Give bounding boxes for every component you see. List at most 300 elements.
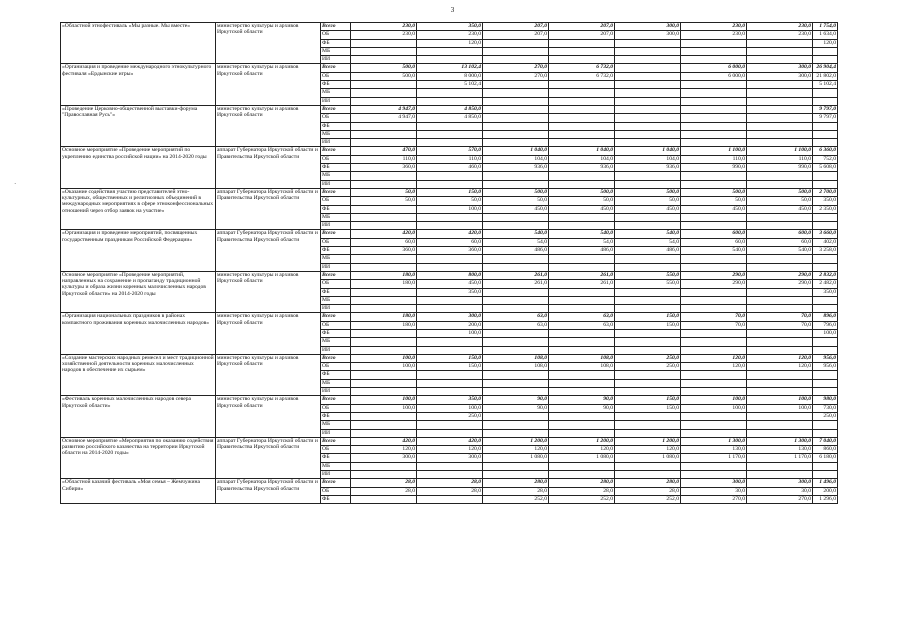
funding-source: ИИ xyxy=(321,180,351,188)
table-row xyxy=(61,479,838,487)
amount-year xyxy=(483,329,549,337)
amount-total xyxy=(813,305,838,313)
funding-source: ОБ xyxy=(321,197,351,205)
funding-source: ОБ xyxy=(321,280,351,288)
amount-year xyxy=(351,338,417,346)
amount-total: 6 180,0 xyxy=(813,454,838,462)
amount-year xyxy=(747,288,813,296)
amount-year: 230,0 xyxy=(351,23,417,31)
amount-year xyxy=(483,47,549,55)
amount-year: 230,0 xyxy=(417,31,483,39)
amount-year: 120,0 xyxy=(747,363,813,371)
amount-year xyxy=(351,222,417,230)
amount-year: 28,0 xyxy=(417,487,483,495)
amount-year xyxy=(351,462,417,470)
amount-year xyxy=(549,172,615,180)
amount-year: 300,0 xyxy=(417,313,483,321)
amount-year: 270,0 xyxy=(483,64,549,72)
table-row xyxy=(61,354,838,362)
amount-year xyxy=(681,471,747,479)
funding-source: МБ xyxy=(321,462,351,470)
amount-year xyxy=(483,172,549,180)
amount-year xyxy=(483,97,549,105)
amount-year xyxy=(747,114,813,122)
amount-year xyxy=(483,471,549,479)
amount-year: 420,0 xyxy=(351,230,417,238)
amount-total: 350,0 xyxy=(813,197,838,205)
funding-source: ИИ xyxy=(321,471,351,479)
executor: министерство культуры и архивов Иркутской области xyxy=(216,354,321,395)
amount-year: 50,0 xyxy=(747,197,813,205)
funding-source: ИИ xyxy=(321,56,351,64)
amount-year xyxy=(351,429,417,437)
amount-total xyxy=(813,56,838,64)
amount-total: 21 802,0 xyxy=(813,72,838,80)
amount-year xyxy=(417,255,483,263)
funding-source: МБ xyxy=(321,172,351,180)
amount-year: 150,0 xyxy=(615,404,681,412)
amount-total xyxy=(813,222,838,230)
amount-total: 956,0 xyxy=(813,363,838,371)
amount-year xyxy=(351,47,417,55)
amount-year: 280,0 xyxy=(483,479,549,487)
amount-total xyxy=(813,89,838,97)
amount-year xyxy=(417,180,483,188)
amount-year xyxy=(351,421,417,429)
amount-year: 1 300,0 xyxy=(747,437,813,445)
amount-year: 990,0 xyxy=(681,164,747,172)
table-row xyxy=(61,64,838,72)
amount-year: 63,0 xyxy=(483,321,549,329)
amount-year: 28,0 xyxy=(351,479,417,487)
budget-table xyxy=(60,22,838,504)
amount-year: 30,0 xyxy=(747,487,813,495)
amount-year: 104,0 xyxy=(549,155,615,163)
executor: аппарат Губернатора Иркутской области и Правительства Иркутской области xyxy=(216,188,321,229)
amount-year xyxy=(615,421,681,429)
table-row xyxy=(61,313,838,321)
amount-year: 360,0 xyxy=(351,247,417,255)
amount-year: 60,0 xyxy=(351,238,417,246)
amount-total xyxy=(813,296,838,304)
amount-year xyxy=(681,81,747,89)
margin-mark: · xyxy=(14,180,17,188)
amount-year: 1 200,0 xyxy=(549,437,615,445)
funding-source: Всего xyxy=(321,271,351,279)
amount-year: 1 170,0 xyxy=(681,454,747,462)
funding-source: ИИ xyxy=(321,388,351,396)
amount-year xyxy=(351,263,417,271)
amount-year: 280,0 xyxy=(615,479,681,487)
amount-year: 500,0 xyxy=(549,188,615,196)
amount-year: 100,0 xyxy=(351,363,417,371)
executor: аппарат Губернатора Иркутской области и Правительства Иркутской области xyxy=(216,479,321,504)
amount-year: 100,0 xyxy=(417,205,483,213)
funding-source: ФБ xyxy=(321,39,351,47)
amount-year: 28,0 xyxy=(417,479,483,487)
amount-year: 207,0 xyxy=(549,31,615,39)
amount-year: 110,0 xyxy=(417,155,483,163)
amount-year: 5 102,4 xyxy=(417,81,483,89)
amount-year xyxy=(351,305,417,313)
amount-year xyxy=(747,305,813,313)
amount-total: 1 754,0 xyxy=(813,23,838,31)
amount-total xyxy=(813,263,838,271)
amount-year: 500,0 xyxy=(483,188,549,196)
amount-year xyxy=(681,296,747,304)
amount-year xyxy=(747,139,813,147)
amount-total: 100,0 xyxy=(813,329,838,337)
amount-year: 180,0 xyxy=(351,271,417,279)
amount-year xyxy=(483,222,549,230)
funding-source: Всего xyxy=(321,105,351,113)
amount-year xyxy=(549,462,615,470)
amount-year xyxy=(615,64,681,72)
amount-year xyxy=(549,89,615,97)
measure-name: Основное мероприятие «Проведение мероприятий по укреплению единства российской нации» на 2014-2020 годы xyxy=(61,147,216,188)
amount-year xyxy=(615,346,681,354)
amount-year xyxy=(417,462,483,470)
amount-year: 90,0 xyxy=(483,404,549,412)
amount-total: 1 634,0 xyxy=(813,31,838,39)
amount-year: 150,0 xyxy=(615,313,681,321)
amount-year: 600,0 xyxy=(747,230,813,238)
amount-year xyxy=(351,471,417,479)
amount-year: 500,0 xyxy=(351,72,417,80)
amount-year xyxy=(483,122,549,130)
amount-total xyxy=(813,122,838,130)
table-row xyxy=(61,23,838,31)
amount-year: 250,0 xyxy=(417,412,483,420)
amount-year xyxy=(351,205,417,213)
amount-year: 63,0 xyxy=(483,313,549,321)
amount-year xyxy=(351,39,417,47)
table-row xyxy=(61,147,838,155)
amount-year xyxy=(417,97,483,105)
amount-year: 300,0 xyxy=(615,31,681,39)
amount-year xyxy=(747,213,813,221)
amount-year xyxy=(417,296,483,304)
amount-year: 230,0 xyxy=(747,23,813,31)
amount-year xyxy=(615,139,681,147)
amount-year: 1 170,0 xyxy=(747,454,813,462)
amount-year: 600,0 xyxy=(681,230,747,238)
amount-total: 2 482,0 xyxy=(813,280,838,288)
amount-total xyxy=(813,47,838,55)
amount-year: 120,0 xyxy=(417,39,483,47)
amount-year: 110,0 xyxy=(351,155,417,163)
amount-year xyxy=(351,288,417,296)
amount-year xyxy=(417,130,483,138)
amount-year xyxy=(615,288,681,296)
amount-year xyxy=(681,105,747,113)
measure-name: «Проведение Церковно-общественной выставки-форума "Православная Русь"» xyxy=(61,105,216,146)
amount-total: 3 660,0 xyxy=(813,230,838,238)
amount-year: 470,0 xyxy=(351,147,417,155)
table-row xyxy=(61,105,838,113)
amount-year: 100,0 xyxy=(747,396,813,404)
amount-total: 980,0 xyxy=(813,396,838,404)
amount-total: 250,0 xyxy=(813,412,838,420)
amount-year: 4 947,0 xyxy=(351,114,417,122)
funding-source: Всего xyxy=(321,479,351,487)
amount-year: 8 000,0 xyxy=(417,72,483,80)
funding-source: МБ xyxy=(321,255,351,263)
amount-total: 2 350,0 xyxy=(813,205,838,213)
amount-year: 540,0 xyxy=(615,230,681,238)
amount-year xyxy=(351,89,417,97)
funding-source: ОБ xyxy=(321,72,351,80)
amount-year: 6 732,0 xyxy=(549,72,615,80)
amount-year: 540,0 xyxy=(681,247,747,255)
funding-source: ОБ xyxy=(321,321,351,329)
amount-year: 108,0 xyxy=(483,354,549,362)
funding-source: ОБ xyxy=(321,487,351,495)
amount-year: 150,0 xyxy=(615,396,681,404)
amount-year xyxy=(747,39,813,47)
amount-year xyxy=(747,388,813,396)
measure-name: «Создание мастерских народных ремесел и мест традиционной хозяйственной деятельности коренных малочисленных народов в обеспечение их сырьем» xyxy=(61,354,216,395)
amount-year: 550,0 xyxy=(615,280,681,288)
amount-year: 100,0 xyxy=(681,396,747,404)
amount-year: 1 080,0 xyxy=(483,454,549,462)
funding-source: МБ xyxy=(321,379,351,387)
amount-year: 570,0 xyxy=(417,147,483,155)
amount-year xyxy=(351,213,417,221)
funding-source: Всего xyxy=(321,147,351,155)
amount-year xyxy=(549,180,615,188)
amount-year: 150,0 xyxy=(417,188,483,196)
amount-year: 60,0 xyxy=(417,238,483,246)
amount-year: 110,0 xyxy=(747,155,813,163)
amount-year: 290,0 xyxy=(681,280,747,288)
amount-year xyxy=(747,296,813,304)
amount-year xyxy=(549,130,615,138)
amount-year xyxy=(681,172,747,180)
amount-year xyxy=(681,305,747,313)
amount-year: 300,0 xyxy=(681,479,747,487)
amount-year xyxy=(549,371,615,379)
amount-year: 130,0 xyxy=(681,446,747,454)
amount-year: 290,0 xyxy=(747,271,813,279)
measure-name: Основное мероприятие «Мероприятия по оказанию содействия развитию российского казачества на территории Иркутской области на 2014-2020 годы» xyxy=(61,437,216,478)
amount-total: 9 797,0 xyxy=(813,114,838,122)
amount-total: 120,0 xyxy=(813,39,838,47)
amount-year: 1 100,0 xyxy=(747,147,813,155)
amount-year xyxy=(615,130,681,138)
amount-year: 100,0 xyxy=(681,404,747,412)
amount-year xyxy=(351,139,417,147)
amount-year: 63,0 xyxy=(549,313,615,321)
amount-year: 130,0 xyxy=(747,446,813,454)
amount-year xyxy=(747,172,813,180)
amount-total: 9 797,0 xyxy=(813,105,838,113)
funding-source: ФБ xyxy=(321,371,351,379)
amount-year xyxy=(615,379,681,387)
amount-year xyxy=(483,105,549,113)
amount-year xyxy=(417,213,483,221)
amount-year: 450,0 xyxy=(483,205,549,213)
amount-year xyxy=(549,97,615,105)
amount-year: 100,0 xyxy=(351,396,417,404)
amount-year xyxy=(681,346,747,354)
amount-year xyxy=(681,89,747,97)
amount-year xyxy=(549,305,615,313)
amount-year: 261,0 xyxy=(483,280,549,288)
executor: министерство культуры и архивов Иркутской области xyxy=(216,23,321,64)
amount-year xyxy=(351,495,417,503)
funding-source: МБ xyxy=(321,130,351,138)
amount-year xyxy=(483,255,549,263)
amount-year: 108,0 xyxy=(549,354,615,362)
funding-source: ФБ xyxy=(321,122,351,130)
amount-year xyxy=(681,255,747,263)
amount-year: 550,0 xyxy=(615,271,681,279)
funding-source: ФБ xyxy=(321,164,351,172)
amount-year: 108,0 xyxy=(483,363,549,371)
amount-year: 230,0 xyxy=(351,31,417,39)
amount-year: 50,0 xyxy=(681,197,747,205)
amount-year: 252,0 xyxy=(615,495,681,503)
amount-year xyxy=(747,47,813,55)
amount-year: 28,0 xyxy=(549,487,615,495)
executor: аппарат Губернатора Иркутской области и Правительства Иркутской области xyxy=(216,437,321,478)
amount-year xyxy=(615,263,681,271)
amount-year: 486,0 xyxy=(549,247,615,255)
amount-year xyxy=(417,388,483,396)
funding-source: ФБ xyxy=(321,205,351,213)
amount-year: 70,0 xyxy=(747,321,813,329)
executor: аппарат Губернатора Иркутской области и Правительства Иркутской области xyxy=(216,147,321,188)
amount-year: 460,0 xyxy=(417,164,483,172)
amount-year xyxy=(747,263,813,271)
amount-total xyxy=(813,388,838,396)
amount-year: 50,0 xyxy=(351,188,417,196)
amount-year xyxy=(483,412,549,420)
amount-total xyxy=(813,97,838,105)
amount-year: 1 040,0 xyxy=(549,147,615,155)
amount-year: 420,0 xyxy=(417,437,483,445)
amount-year: 252,0 xyxy=(549,495,615,503)
funding-source: Всего xyxy=(321,188,351,196)
amount-year: 990,0 xyxy=(747,164,813,172)
table-row xyxy=(61,271,838,279)
amount-year xyxy=(351,412,417,420)
amount-year: 90,0 xyxy=(549,404,615,412)
amount-year xyxy=(615,97,681,105)
budget-table-body xyxy=(61,23,838,504)
amount-year: 70,0 xyxy=(747,313,813,321)
amount-year: 120,0 xyxy=(549,446,615,454)
page-number: 3 xyxy=(450,6,455,14)
amount-year: 104,0 xyxy=(483,155,549,163)
amount-year xyxy=(747,412,813,420)
amount-year xyxy=(681,462,747,470)
funding-source: МБ xyxy=(321,338,351,346)
amount-year xyxy=(615,213,681,221)
funding-source: ОБ xyxy=(321,238,351,246)
amount-year: 50,0 xyxy=(417,197,483,205)
amount-total xyxy=(813,213,838,221)
amount-year xyxy=(483,213,549,221)
amount-year xyxy=(351,56,417,64)
amount-year: 261,0 xyxy=(549,280,615,288)
amount-year xyxy=(351,329,417,337)
amount-year: 60,0 xyxy=(681,238,747,246)
funding-source: ИИ xyxy=(321,97,351,105)
amount-year xyxy=(417,471,483,479)
amount-year: 1 200,0 xyxy=(615,437,681,445)
measure-name: «Областной этнофестиваль «Мы разные. Мы вместе» xyxy=(61,23,216,64)
amount-year: 270,0 xyxy=(483,72,549,80)
amount-year xyxy=(417,495,483,503)
amount-total: 2 700,0 xyxy=(813,188,838,196)
amount-year xyxy=(615,81,681,89)
amount-year xyxy=(549,329,615,337)
amount-year: 207,0 xyxy=(483,23,549,31)
amount-year xyxy=(483,429,549,437)
amount-year: 500,0 xyxy=(351,64,417,72)
amount-year: 50,0 xyxy=(351,197,417,205)
amount-year xyxy=(615,412,681,420)
amount-year xyxy=(351,81,417,89)
amount-year xyxy=(549,346,615,354)
funding-source: МБ xyxy=(321,296,351,304)
funding-source: ФБ xyxy=(321,412,351,420)
funding-source: Всего xyxy=(321,396,351,404)
amount-year xyxy=(681,39,747,47)
amount-year xyxy=(747,222,813,230)
amount-total: 796,0 xyxy=(813,321,838,329)
funding-source: ФБ xyxy=(321,495,351,503)
amount-year xyxy=(483,421,549,429)
amount-year xyxy=(681,213,747,221)
amount-year: 1 200,0 xyxy=(483,437,549,445)
funding-source: ИИ xyxy=(321,222,351,230)
amount-total: 752,0 xyxy=(813,155,838,163)
amount-year xyxy=(549,429,615,437)
amount-year xyxy=(681,130,747,138)
amount-year: 500,0 xyxy=(615,188,681,196)
amount-year: 54,0 xyxy=(483,238,549,246)
amount-year xyxy=(747,471,813,479)
executor: министерство культуры и архивов Иркутской области xyxy=(216,313,321,354)
amount-year xyxy=(747,371,813,379)
funding-source: ИИ xyxy=(321,429,351,437)
funding-source: Всего xyxy=(321,354,351,362)
amount-year: 300,0 xyxy=(747,64,813,72)
amount-year: 207,0 xyxy=(549,23,615,31)
amount-year: 300,0 xyxy=(747,72,813,80)
amount-year: 4 850,0 xyxy=(417,114,483,122)
amount-total xyxy=(813,346,838,354)
amount-year xyxy=(549,421,615,429)
amount-total xyxy=(813,462,838,470)
amount-total: 402,0 xyxy=(813,238,838,246)
amount-year xyxy=(483,180,549,188)
funding-source: ИИ xyxy=(321,263,351,271)
amount-year: 110,0 xyxy=(681,155,747,163)
amount-year xyxy=(681,371,747,379)
amount-year xyxy=(483,462,549,470)
amount-year xyxy=(549,81,615,89)
amount-year xyxy=(615,39,681,47)
amount-year xyxy=(549,139,615,147)
measure-name: «Фестиваль коренных малочисленных народов севера Иркутской области» xyxy=(61,396,216,437)
executor: министерство культуры и архивов Иркутской области xyxy=(216,64,321,105)
amount-year xyxy=(747,346,813,354)
measure-name: «Областной казачий фестиваль «Моя семья – Жемчужина Сибири» xyxy=(61,479,216,504)
